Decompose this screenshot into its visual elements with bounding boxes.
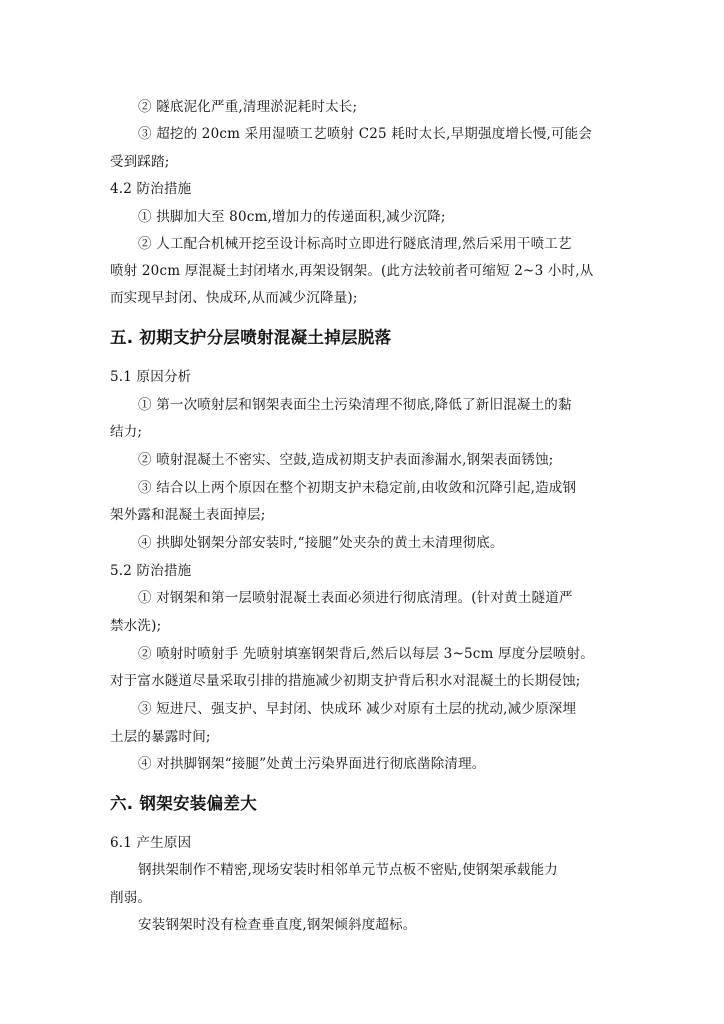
text-line: ② 喷射时喷射手 先喷射填塞钢架背后,然后以每层 3~5cm 厚度分层喷射。 [138, 646, 594, 662]
text-line: ① 对钢架和第一层喷射混凝土表面必须进行彻底清理。(针对黄土隧道严 [138, 590, 573, 606]
text-line: ② 隧底泥化严重,清理淤泥耗时太长; [138, 99, 358, 115]
section-heading: 五. 初期支护分层喷射混凝土掉层脱落 [110, 328, 392, 347]
text-line: 安装钢架时没有检查垂直度,钢架倾斜度超标。 [138, 917, 417, 933]
text-line: 钢拱架制作不精密,现场安装时相邻单元节点板不密贴,使钢架承载能力 [138, 862, 558, 878]
text-line: ④ 拱脚处钢架分部安装时,“接腿”处夹杂的黄土未清理彻底。 [138, 535, 504, 551]
text-line: 而实现早封闭、快成环,从而减少沉降量); [110, 290, 358, 306]
text-line: 结力; [110, 424, 143, 440]
text-line: ① 第一次喷射层和钢架表面尘土污染清理不彻底,降低了新旧混凝土的黏 [138, 397, 572, 413]
text-line: ④ 对拱脚钢架“接腿”处黄土污染界面进行彻底凿除清理。 [138, 756, 486, 772]
text-line: ③ 短进尺、强支护、早封闭、快成环 减少对原有土层的扰动,减少原深埋 [138, 701, 577, 717]
text-line: 对于富水隧道尽量采取引排的措施减少初期支护背后积水对混凝土的长期侵蚀; [110, 673, 581, 689]
text-line: 喷射 20cm 厚混凝土封闭堵水,再架设钢架。(此方法较前者可缩短 2~3 小时,从 [110, 263, 594, 279]
text-line: ③ 超挖的 20cm 采用湿喷工艺喷射 C25 耗时太长,早期强度增长慢,可能会 [138, 126, 593, 142]
text-line: 架外露和混凝土表面掉层; [110, 507, 266, 523]
text-line: 削弱。 [110, 890, 152, 906]
text-line: ② 喷射混凝土不密实、空鼓,造成初期支护表面渗漏水,钢架表面锈蚀; [138, 452, 554, 468]
subsection-heading: 6.1 产生原因 [110, 835, 192, 851]
section-heading: 六. 钢架安装偏差大 [110, 794, 258, 813]
subsection-heading: 4.2 防治措施 [110, 181, 192, 197]
text-line: ① 拱脚加大至 80cm,增加力的传递面积,减少沉降; [138, 209, 446, 225]
text-line: ② 人工配合机械开挖至设计标高时立即进行隧底清理,然后采用干喷工艺 [138, 236, 572, 252]
subsection-heading: 5.2 防治措施 [110, 563, 192, 579]
subsection-heading: 5.1 原因分析 [110, 369, 192, 385]
text-line: 土层的暴露时间; [110, 729, 211, 745]
text-line: ③ 结合以上两个原因在整个初期支护未稳定前,由收敛和沉降引起,造成钢 [138, 480, 577, 496]
text-line: 受到踩踏; [110, 154, 170, 170]
text-line: 禁水洗); [110, 618, 162, 634]
